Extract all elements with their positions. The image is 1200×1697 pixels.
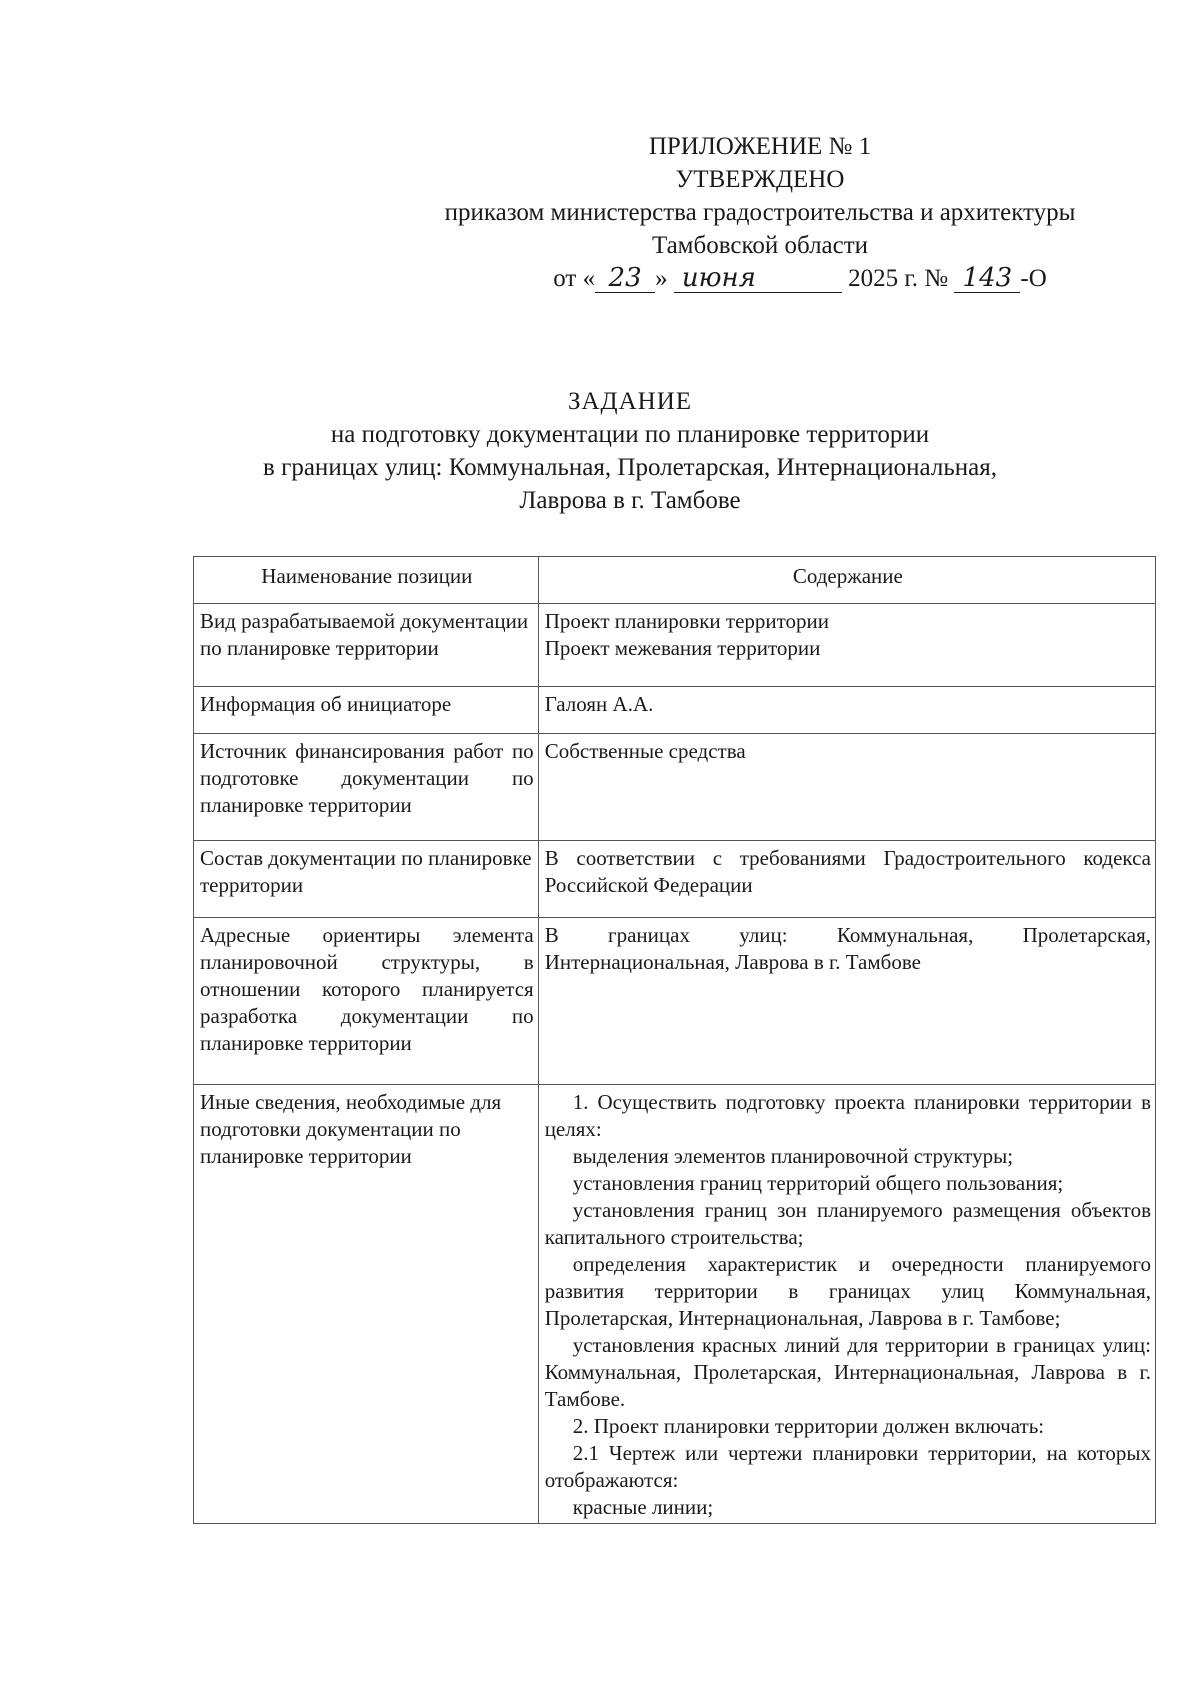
title-line-2: в границах улиц: Коммунальная, Пролетарская, Интернациональная, (263, 454, 997, 481)
table-row (194, 918, 1156, 1085)
handwritten-month: июня (674, 264, 842, 293)
row-name: Состав документации по планировке территории (194, 841, 539, 918)
row-content (538, 841, 1155, 918)
content-line: 1. Осуществить подготовку проекта планировки территории в целях: (544, 1090, 1151, 1141)
row-content (538, 604, 1155, 687)
table-header-row (194, 557, 1156, 604)
col-header-content: Содержание (538, 557, 1155, 604)
date-prefix: от « (553, 265, 596, 292)
content-line: выделения элементов планировочной структуры; (572, 1144, 1014, 1168)
content-line: определения характеристик и очередности планируемого развития территории в границах улиц Коммунальная, Пролетарская, Интернациональная, Лаврова в г. Тамбове; (544, 1252, 1151, 1330)
content-line: установления границ территорий общего пользования; (572, 1171, 1064, 1195)
table-row (194, 604, 1156, 687)
appendix-label: ПРИЛОЖЕНИЕ № 1 (648, 133, 872, 160)
title-main: ЗАДАНИЕ (567, 388, 693, 415)
row-content (538, 687, 1155, 734)
row-content (538, 1085, 1155, 1524)
content-line: установления красных линий для территории в границах улиц: Коммунальная, Пролетарская, Интернациональная, Лаврова в г. Тамбове. (544, 1333, 1151, 1411)
year-text: 2025 г. № (848, 265, 949, 292)
row-content (538, 918, 1155, 1085)
title-line-3: Лаврова в г. Тамбове (519, 487, 741, 514)
title-line-1: на подготовку документации по планировке территории (330, 421, 930, 448)
order-authority: приказом министерства градостроительства и архитектуры (444, 199, 1076, 226)
row-name: Информация об инициаторе (194, 687, 539, 734)
table-row (194, 734, 1156, 841)
order-date-line (380, 262, 1140, 295)
row-name: Источник финансирования работ по подготовке документации по планировке территории (194, 734, 539, 841)
row-name: Адресные ориентиры элемента планировочной структуры, в отношении которого планируется разработка документации по планировке территории (194, 918, 539, 1085)
content-line: Проект межевания территории (544, 636, 821, 660)
table-row (194, 687, 1156, 734)
content-line: 2.1 Чертеж или чертежи планировки территории, на которых отображаются: (544, 1441, 1151, 1492)
table-row (194, 841, 1156, 918)
approval-header (380, 130, 1140, 295)
handwritten-day: 23 (595, 264, 655, 293)
content-line: Собственные средства (544, 739, 746, 763)
row-name: Иные сведения, необходимые для подготовки документации по планировке территории (194, 1085, 539, 1524)
date-mid: » (655, 265, 668, 292)
content-line: установления границ зон планируемого размещения объектов капитального строительства; (544, 1198, 1151, 1249)
region-label: Тамбовской области (651, 232, 869, 259)
content-line: 2. Проект планировки территории должен включать: (572, 1414, 1045, 1438)
approved-label: УТВЕРЖДЕНО (675, 166, 845, 193)
row-content (538, 734, 1155, 841)
content-line: Проект планировки территории (544, 609, 830, 633)
content-line: В соответствии с требованиями Градостроительного кодекса Российской Федерации (544, 846, 1151, 897)
table-row (194, 1085, 1156, 1524)
task-table (193, 556, 1156, 1524)
handwritten-order-number: 143 (954, 264, 1020, 293)
document-title (190, 385, 1070, 517)
number-suffix: -О (1020, 265, 1047, 292)
content-line: красные линии; (572, 1495, 714, 1519)
content-line: Галоян А.А. (544, 692, 654, 716)
row-name: Вид разрабатываемой документации по планировке территории (194, 604, 539, 687)
col-header-position: Наименование позиции (194, 557, 539, 604)
content-line: В границах улиц: Коммунальная, Пролетарская, Интернациональная, Лаврова в г. Тамбове (544, 923, 1151, 974)
